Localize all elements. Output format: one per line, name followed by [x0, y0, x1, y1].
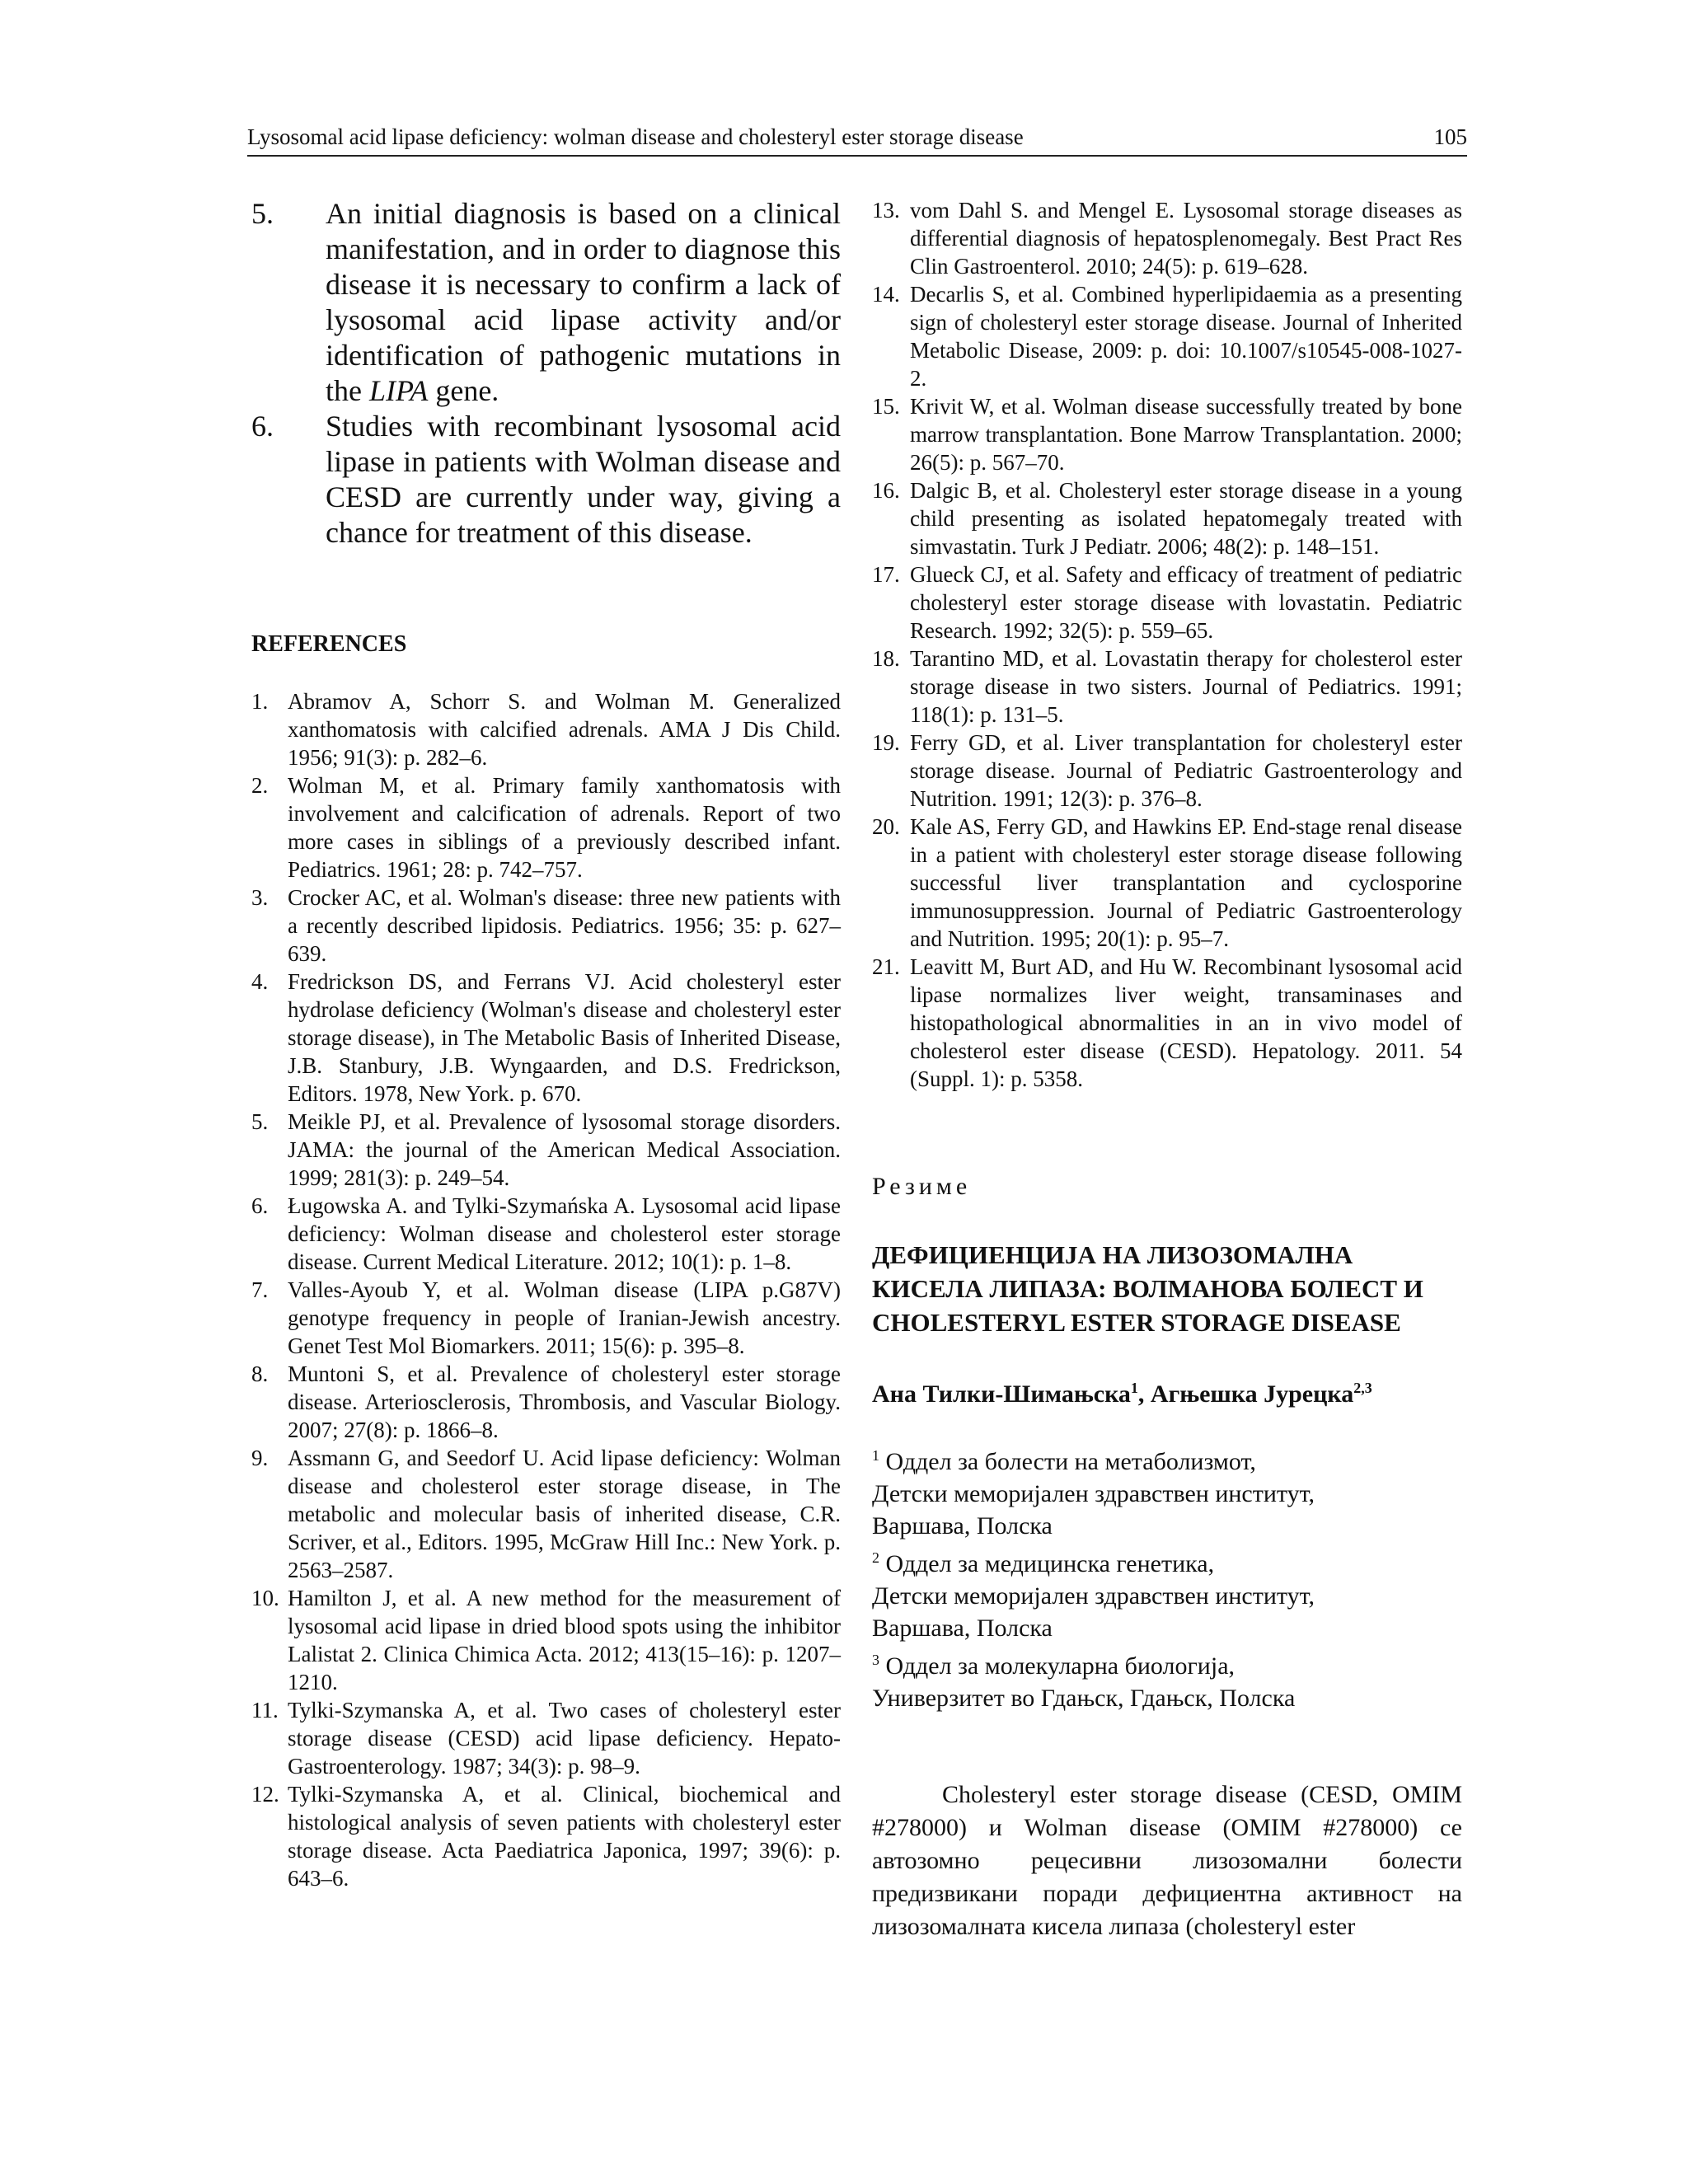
- reference-item: [872, 813, 1462, 953]
- summary-points: [251, 196, 841, 551]
- gene-name: LIPA: [368, 374, 429, 407]
- reference-item: [251, 1192, 841, 1276]
- affiliation-line: [872, 1510, 1462, 1542]
- affiliation-text: Варшава, Полска: [872, 1512, 1053, 1540]
- affiliation-line: [872, 1440, 1462, 1478]
- reference-text: Abramov A, Schorr S. and Wolman M. Generalized xanthomatosis with calcified adrenals. AMA J Dis Child. 1956; 91(3): p. 282–6.: [288, 689, 841, 770]
- reference-text: Tarantino MD, et al. Lovastatin therapy for cholesterol ester storage disease in two sisters. Journal of Pediatrics. 1991; 118(1): p. 131–5.: [910, 646, 1462, 727]
- reference-item: [872, 729, 1462, 813]
- affiliation-line: [872, 1580, 1462, 1612]
- reference-number: 17.: [872, 562, 900, 587]
- affiliation-mark: 1: [872, 1447, 879, 1464]
- reference-list-left: [251, 687, 841, 1892]
- reference-number: 19.: [872, 730, 900, 755]
- abstract-paragraph: Cholesteryl ester storage disease (CESD, OMIM #278000) и Wolman disease (OMIM #278000) се автозомно рецесивни лизозомални болести предизвикани поради дефициентна активност на лизозомалната кисела липаза (cholesteryl ester: [872, 1781, 1462, 1940]
- affiliation-text: Детски меморијален здравствен институт,: [872, 1582, 1315, 1610]
- reference-number: 14.: [872, 282, 900, 307]
- affiliation-line: [872, 1478, 1462, 1510]
- reference-number: 5.: [251, 1109, 269, 1134]
- resume-label: Резиме: [872, 1173, 972, 1200]
- reference-number: 16.: [872, 478, 900, 503]
- reference-item: [251, 771, 841, 883]
- reference-number: 12.: [251, 1782, 279, 1807]
- affiliations: [872, 1440, 1462, 1714]
- reference-text: Dalgic B, et al. Cholesteryl ester storage disease in a young child presenting as isolated hepatomegaly treated with simvastatin. Turk J Pediatr. 2006; 48(2): p. 148–151.: [910, 478, 1462, 559]
- affiliation-mark: 2: [872, 1549, 879, 1566]
- reference-item: [872, 644, 1462, 729]
- reference-text: Tylki-Szymanska A, et al. Clinical, biochemical and histological analysis of seven patients with cholesteryl ester storage disease. Acta Paediatrica Japonica, 1997; 39(6): p. 643–6.: [288, 1782, 841, 1891]
- reference-item: [251, 1276, 841, 1360]
- reference-item: [251, 968, 841, 1108]
- reference-text: Ługowska A. and Tylki-Szymańska A. Lysosomal acid lipase deficiency: Wolman disease and cholesterol ester storage disease. Current Medical Literature. 2012; 10(1): p. 1–8.: [288, 1193, 841, 1274]
- reference-item: [251, 1780, 841, 1892]
- reference-item: [872, 392, 1462, 476]
- references-heading: REFERENCES: [251, 631, 407, 657]
- reference-item: [251, 1360, 841, 1444]
- reference-text: Meikle PJ, et al. Prevalence of lysosomal storage disorders. JAMA: the journal of the American Medical Association. 1999; 281(3): p. 249–54.: [288, 1109, 841, 1190]
- summary-point-number: 5.: [251, 197, 274, 230]
- reference-item: [251, 883, 841, 968]
- affiliation-text: Оддел за молекуларна биологија,: [879, 1652, 1236, 1680]
- running-title: Lysosomal acid lipase deficiency: wolman disease and cholesteryl ester storage disease: [247, 124, 1024, 149]
- summary-text-run: Studies with recombinant lysosomal acid lipase in patients with Wolman disease and CESD are currently under way, giving a chance for treatment of this disease.: [326, 410, 841, 549]
- reference-text: Leavitt M, Burt AD, and Hu W. Recombinant lysosomal acid lipase normalizes liver weight, transaminases and histopathological abnormalities in an in vivo model of cholesterol ester disease (CESD). Hepatology. 2011. 54 (Suppl. 1): p. 5358.: [910, 954, 1462, 1091]
- affiliation-line: [872, 1612, 1462, 1644]
- reference-number: 21.: [872, 954, 900, 979]
- reference-item: [872, 560, 1462, 644]
- right-column: [872, 196, 1462, 1943]
- reference-number: 10.: [251, 1586, 279, 1610]
- summary-point: [251, 409, 841, 551]
- reference-number: 13.: [872, 198, 900, 223]
- summary-text-run: gene.: [428, 374, 499, 407]
- reference-text: Assmann G, and Seedorf U. Acid lipase deficiency: Wolman disease and cholesterol ester storage disease, in The metabolic and molecular basis of inherited disease, C.R. Scriver, et al., Editors. 1995, McGraw Hill Inc.: New York. p. 2563–2587.: [288, 1446, 841, 1582]
- reference-number: 9.: [251, 1446, 269, 1470]
- reference-item: [251, 1584, 841, 1696]
- reference-item: [872, 280, 1462, 392]
- affiliation-line: [872, 1542, 1462, 1580]
- reference-text: Muntoni S, et al. Prevalence of cholesteryl ester storage disease. Arteriosclerosis, Thrombosis, and Vascular Biology. 2007; 27(8): p. 1866–8.: [288, 1361, 841, 1442]
- reference-text: Decarlis S, et al. Combined hyperlipidaemia as a presenting sign of cholesteryl ester storage disease. Journal of Inherited Metabolic Disease, 2009: p. doi: 10.1007/s10545-008-1027-2.: [910, 282, 1462, 391]
- reference-item: [872, 953, 1462, 1093]
- affiliation-text: Оддел за медицинска генетика,: [879, 1550, 1215, 1577]
- reference-item: [872, 476, 1462, 560]
- running-header: [247, 124, 1467, 157]
- reference-number: 8.: [251, 1361, 269, 1386]
- page-number: 105: [1433, 124, 1467, 149]
- reference-number: 11.: [251, 1698, 279, 1722]
- author-name: Ана Тилки-Шимањска: [872, 1380, 1131, 1408]
- reference-text: vom Dahl S. and Mengel E. Lysosomal storage diseases as differential diagnosis of hepatosplenomegaly. Best Pract Res Clin Gastroenterol. 2010; 24(5): p. 619–628.: [910, 198, 1462, 279]
- affiliation-text: Варшава, Полска: [872, 1615, 1053, 1642]
- summary-point-text: [326, 409, 841, 551]
- reference-text: Krivit W, et al. Wolman disease successfully treated by bone marrow transplantation. Bone Marrow Transplantation. 2000; 26(5): p. 567–70.: [910, 394, 1462, 475]
- reference-text: Tylki-Szymanska A, et al. Two cases of cholesteryl ester storage disease (CESD) acid lipase deficiency. Hepato-Gastroenterology. 1987; 34(3): p. 98–9.: [288, 1698, 841, 1779]
- author-affiliation-mark: 1: [1130, 1380, 1138, 1396]
- macedonian-title: ДЕФИЦИЕНЦИЈА НА ЛИЗОЗОМАЛНА КИСЕЛА ЛИПАЗА: ВОЛМАНОВА БОЛЕСТ И CHOLESTERYL ESTER STORAGE DISEASE: [872, 1240, 1423, 1337]
- affiliation-mark: 3: [872, 1652, 879, 1668]
- author-separator: ,: [1137, 1380, 1151, 1408]
- summary-text-run: An initial diagnosis is based on a clinical manifestation, and in order to diagnose this disease it is necessary to confirm a lack of lysosomal acid lipase activity and/or identification of pathogenic mutations in the: [326, 197, 841, 407]
- reference-text: Valles-Ayoub Y, et al. Wolman disease (LIPA p.G87V) genotype frequency in people of Iranian-Jewish ancestry. Genet Test Mol Biomarkers. 2011; 15(6): p. 395–8.: [288, 1277, 841, 1358]
- reference-text: Crocker AC, et al. Wolman's disease: three new patients with a recently described lipidosis. Pediatrics. 1956; 35: p. 627–639.: [288, 885, 841, 966]
- reference-text: Kale AS, Ferry GD, and Hawkins EP. End-stage renal disease in a patient with cholesteryl ester storage disease following successful liver transplantation and cyclosporine immunosuppression. Journal of Pediatric Gastroenterology and Nutrition. 1995; 20(1): p. 95–7.: [910, 814, 1462, 951]
- reference-item: [872, 196, 1462, 280]
- summary-point-text: [326, 196, 841, 409]
- affiliation-line: [872, 1644, 1462, 1682]
- affiliation-text: Универзитет во Гдањск, Гдањск, Полска: [872, 1685, 1296, 1712]
- reference-number: 2.: [251, 773, 269, 798]
- reference-number: 18.: [872, 646, 900, 671]
- reference-number: 3.: [251, 885, 269, 910]
- reference-number: 4.: [251, 969, 269, 994]
- reference-number: 6.: [251, 1193, 269, 1218]
- affiliation-line: [872, 1682, 1462, 1714]
- reference-item: [251, 687, 841, 771]
- reference-number: 1.: [251, 689, 269, 714]
- summary-point-number: 6.: [251, 410, 274, 443]
- reference-list-right: [872, 196, 1462, 1093]
- reference-item: [251, 1444, 841, 1584]
- reference-text: Glueck CJ, et al. Safety and efficacy of treatment of pediatric cholesteryl ester storage disease with lovastatin. Pediatric Research. 1992; 32(5): p. 559–65.: [910, 562, 1462, 643]
- affiliation-text: Оддел за болести на метаболизмот,: [879, 1448, 1256, 1475]
- author-affiliation-mark: 2,3: [1353, 1380, 1372, 1396]
- reference-text: Wolman M, et al. Primary family xanthomatosis with involvement and calcification of adrenals. Report of two more cases in siblings of a previously described infant. Pediatrics. 1961; 28: p. 742–757.: [288, 773, 841, 882]
- affiliation-text: Детски меморијален здравствен институт,: [872, 1480, 1315, 1507]
- reference-text: Ferry GD, et al. Liver transplantation for cholesteryl ester storage disease. Journal of Pediatric Gastroenterology and Nutrition. 1991; 12(3): p. 376–8.: [910, 730, 1462, 811]
- summary-point: [251, 196, 841, 409]
- reference-number: 15.: [872, 394, 900, 419]
- author-line: [872, 1372, 1462, 1410]
- reference-number: 7.: [251, 1277, 269, 1302]
- reference-text: Fredrickson DS, and Ferrans VJ. Acid cholesteryl ester hydrolase deficiency (Wolman's disease and cholesteryl ester storage disease), in The Metabolic Basis of Inherited Disease, J.B. Stanbury, J.B. Wyngaarden, and D.S. Fredrickson, Editors. 1978, New York. p. 670.: [288, 969, 841, 1106]
- left-column: [251, 196, 841, 1892]
- reference-item: [251, 1696, 841, 1780]
- author-name: Агњешка Јурецка: [1150, 1380, 1354, 1408]
- reference-item: [251, 1108, 841, 1192]
- reference-text: Hamilton J, et al. A new method for the measurement of lysosomal acid lipase in dried blood spots using the inhibitor Lalistat 2. Clinica Chimica Acta. 2012; 413(15–16): p. 1207–1210.: [288, 1586, 841, 1694]
- reference-number: 20.: [872, 814, 900, 839]
